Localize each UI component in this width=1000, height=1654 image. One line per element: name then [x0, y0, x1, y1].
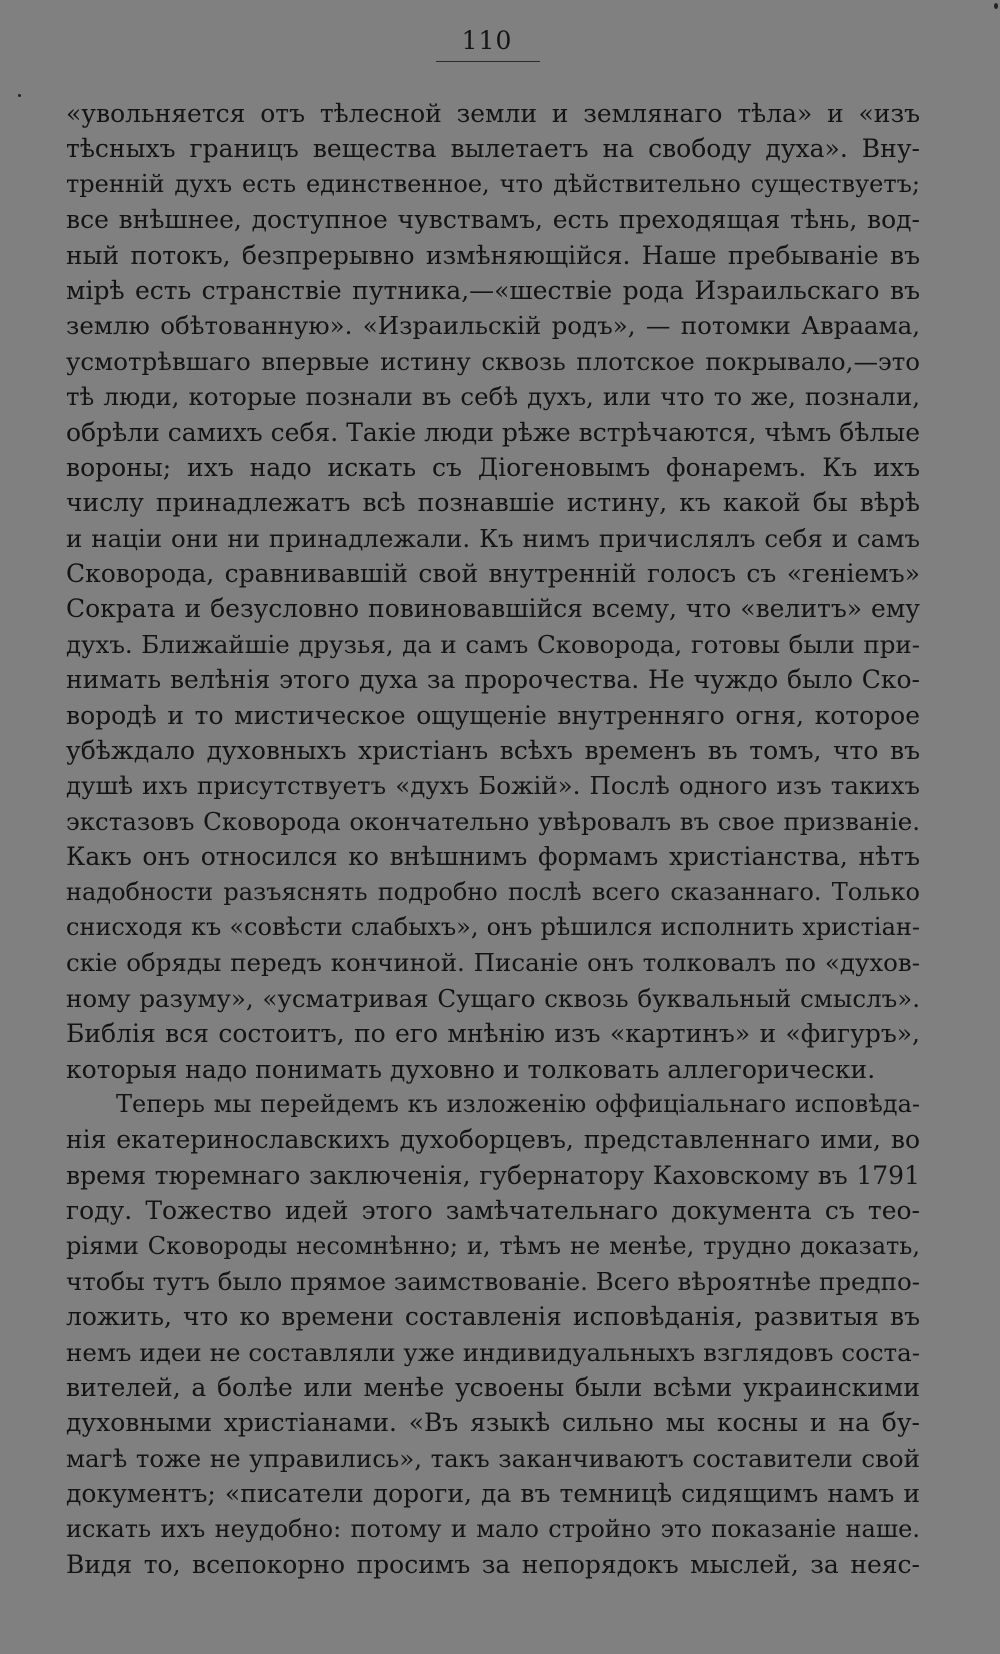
text-line: экстазовъ Сковорода окончательно увѣровалъ въ свое призваніе. [66, 806, 920, 836]
text-line: убѣждало духовныхъ христіанъ всѣхъ временъ въ томъ, что въ [66, 736, 920, 766]
text-line: снисходя къ «совѣсти слабыхъ», онъ рѣшился исполнить христіан- [66, 912, 920, 941]
text-line: душѣ ихъ присутствуетъ «духъ Божій». Послѣ одного изъ такихъ [66, 771, 920, 801]
text-line: мірѣ есть странствіе путника,—«шествіе рода Израильскаго въ [66, 275, 920, 305]
text-line: вителей, а болѣе или менѣе усвоены были всѣми украинскими [66, 1373, 920, 1403]
text-line: документъ; «писатели дороги, да въ темницѣ сидящимъ намъ и [66, 1479, 920, 1509]
text-line: числу принадлежатъ всѣ познавшіе истину, къ какой бы вѣрѣ [66, 488, 920, 518]
text-line: Сковорода, сравнивавшій свой внутренній голосъ съ «геніемъ» [66, 559, 920, 589]
text-line: все внѣшнее, доступное чувствамъ, есть преходящая тѣнь, вод- [66, 205, 920, 235]
text-line: скіе обряды передъ кончиной. Писаніе онъ толковалъ по «духов- [66, 948, 920, 978]
header-rule [436, 61, 540, 62]
text-line: Видя то, всепокорно просимъ за непорядокъ мыслей, за неяс- [66, 1550, 920, 1580]
text-line: ному разуму», «усматривая Сущаго сквозь буквальный смыслъ». [66, 983, 920, 1013]
text-line: вороны; ихъ надо искать съ Діогеновымъ фонаремъ. Къ ихъ [66, 452, 920, 482]
page-number: 110 [461, 26, 513, 55]
text-line: и націи они ни принадлежали. Къ нимъ причислялъ себя и самъ [66, 523, 920, 553]
text-line: «увольняется отъ тѣлесной земли и землянаго тѣла» и «изъ [66, 99, 920, 128]
body-text [66, 96, 920, 1582]
text-line: году. Тожество идей этого замѣчательнаго документа съ тео- [66, 1196, 920, 1226]
text-line: вородѣ и то мистическое ощущеніе внутренняго огня, которое [66, 700, 920, 730]
text-line: усмотрѣвшаго впервые истину сквозь плотское покрывало,—это [66, 346, 920, 376]
text-line: Библія вся состоитъ, по его мнѣнію изъ «картинъ» и «фигуръ», [66, 1019, 920, 1049]
text-line: тѣсныхъ границъ вещества вылетаетъ на свободу духа». Вну- [66, 134, 920, 164]
text-line: ложить, что ко времени составленія исповѣданія, развитыя въ [66, 1302, 920, 1332]
text-line: тѣ люди, которые познали въ себѣ духъ, или что то же, познали, [66, 382, 920, 412]
text-line: искать ихъ неудобно: потому и мало стройно это показаніе наше. [66, 1514, 920, 1543]
text-line: духъ. Ближайшіе друзья, да и самъ Сковорода, готовы были при- [66, 629, 920, 659]
text-line: Теперь мы перейдемъ къ изложенію оффиціальнаго исповѣда- [116, 1089, 920, 1118]
scan-speck [994, 3, 998, 9]
text-line: тренній духъ есть единственное, что дѣйствительно существуетъ; [66, 169, 920, 198]
text-line: надобности разъяснять подробно послѣ всего сказаннаго. Только [66, 877, 920, 906]
text-line: обрѣли самихъ себя. Такіе люди рѣже встрѣчаются, чѣмъ бѣлые [66, 417, 920, 447]
text-line: которыя надо понимать духовно и толковать аллегорически. [66, 1054, 876, 1084]
text-line: Сократа и безусловно повиновавшійся всему, что «велитъ» ему [66, 594, 920, 624]
text-line: Какъ онъ относился ко внѣшнимъ формамъ христіанства, нѣтъ [66, 842, 920, 872]
text-line: нія екатеринославскихъ духоборцевъ, представленнаго ими, во [66, 1125, 920, 1155]
text-line: чтобы тутъ было прямое заимствованіе. Всего вѣроятнѣе предпо- [66, 1266, 920, 1296]
text-line: землю обѣтованную». «Израильскій родъ», — потомки Авраама, [66, 311, 920, 341]
scan-speck [18, 94, 21, 97]
text-line: духовными христіанами. «Въ языкѣ сильно мы косны и на бу- [66, 1408, 920, 1438]
text-line: магѣ тоже не управились», такъ заканчиваютъ составители свой [66, 1443, 920, 1473]
text-line: ріями Сковороды несомнѣнно; и, тѣмъ не менѣе, трудно доказать, [66, 1231, 920, 1260]
text-line: немъ идеи не составляли уже индивидуальныхъ взглядовъ соста- [66, 1337, 920, 1367]
text-line: время тюремнаго заключенія, губернатору Каховскому въ 1791 [66, 1160, 920, 1190]
text-line: ный потокъ, безпрерывно измѣняющійся. Наше пребываніе въ [66, 240, 920, 270]
text-line: нимать велѣнія этого духа за пророчества. Не чуждо было Ско- [66, 665, 920, 695]
